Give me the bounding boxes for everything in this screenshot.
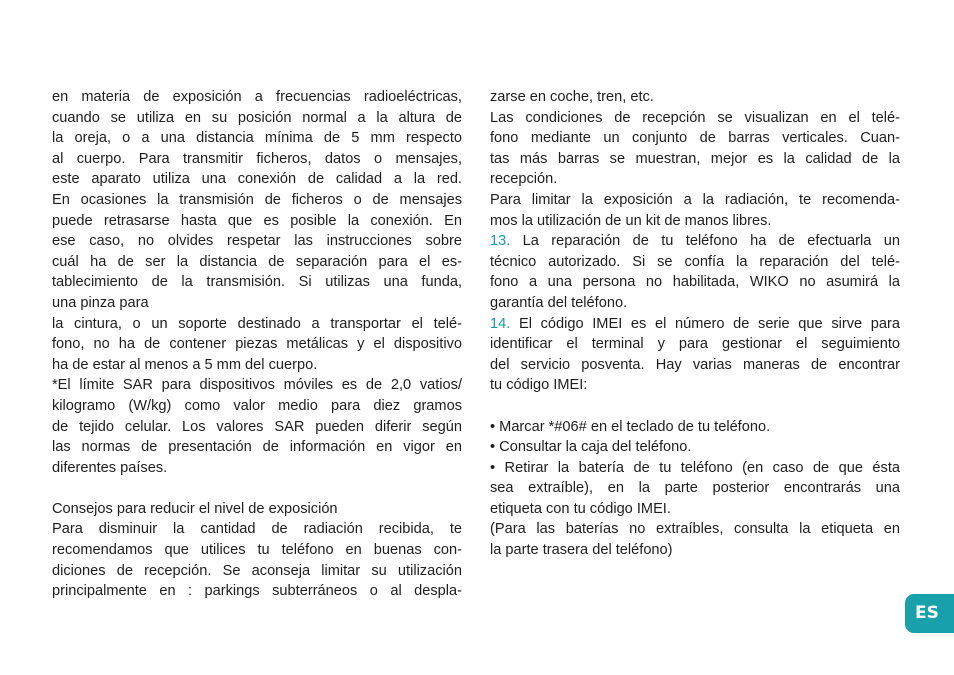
text-line: fono a una persona no habilitada, WIKO no asumirá la xyxy=(490,274,900,291)
text-line: En ocasiones la transmisión de ficheros o de mensajes xyxy=(52,191,462,208)
item-14-number: 14. xyxy=(490,315,511,332)
text-line: la parte trasera del teléfono) xyxy=(490,542,673,559)
text-line: ha de estar al menos a 5 mm del cuerpo. xyxy=(52,356,318,373)
right-text-column xyxy=(490,87,900,561)
text-line: garantía del teléfono. xyxy=(490,294,628,311)
text-line: puede retrasarse hasta que es posible la conexión. En xyxy=(52,212,462,229)
text-line: Las condiciones de recepción se visualizan en el telé- xyxy=(490,109,900,126)
language-tab: ES xyxy=(905,594,954,633)
text-line: ese caso, no olvides respetar las instrucciones sobre xyxy=(52,233,462,250)
text-line: Para limitar la exposición a la radiación, te recomenda- xyxy=(490,191,900,208)
text-line: diciones de recepción. Se aconseja limitar su utilización xyxy=(52,562,462,579)
item-14-text: El código IMEI es el número de serie que sirve para xyxy=(510,315,900,332)
text-line: diferentes países. xyxy=(52,459,168,476)
text-line: al cuerpo. Para transmitir ficheros, datos o mensajes, xyxy=(52,150,462,167)
text-line: mos la utilización de un kit de manos libres. xyxy=(490,212,772,229)
text-line: fono, no ha de contener piezas metálicas y el dispositivo xyxy=(52,336,462,353)
text-line: de tejido celular. Los valores SAR pueden diferir según xyxy=(52,418,462,435)
text-line: una pinza para xyxy=(52,294,149,311)
text-line: fono mediante un conjunto de barras verticales. Cuan- xyxy=(490,130,900,147)
text-line: tas más barras se muestran, mejor es la calidad de la xyxy=(490,150,900,167)
bullet-line: • Marcar *#06# en el teclado de tu teléfono. xyxy=(490,418,771,435)
paragraph-spacer xyxy=(490,396,900,417)
text-line: la oreja, o a una distancia mínima de 5 mm respecto xyxy=(52,130,462,147)
text-line: en materia de exposición a frecuencias radioeléctricas, xyxy=(52,89,462,105)
text-line: recepción. xyxy=(490,171,558,188)
text-line: etiqueta con tu código IMEI. xyxy=(490,500,671,517)
text-line: cuál ha de ser la distancia de separación para el es- xyxy=(52,253,462,270)
item-13-first-line xyxy=(490,231,900,252)
text-line: tablecimiento de la transmisión. Si utilizas una funda, xyxy=(52,274,462,291)
bullet-line: • Consultar la caja del teléfono. xyxy=(490,439,692,456)
text-line: del servicio posventa. Hay varias maneras de encontrar xyxy=(490,356,900,373)
item-13-text: La reparación de tu teléfono ha de efectuarla un xyxy=(510,233,900,250)
text-line: este aparato utiliza una conexión de calidad a la red. xyxy=(52,171,462,188)
left-text-column xyxy=(52,87,462,602)
text-line: sea extraíble), en la parte posterior encontrarás una xyxy=(490,480,900,497)
item-14-first-line xyxy=(490,314,900,335)
paragraph-spacer xyxy=(52,478,462,499)
text-line: la cintura, o un soporte destinado a transportar el telé- xyxy=(52,315,462,332)
text-line: cuando se utiliza en su posición normal a la altura de xyxy=(52,109,462,126)
text-line: *El límite SAR para dispositivos móviles es de 2,0 vatios/ xyxy=(52,377,462,394)
text-line: identificar el terminal y para gestionar el seguimiento xyxy=(490,336,900,353)
section-heading: Consejos para reducir el nivel de exposición xyxy=(52,500,338,517)
text-line: técnico autorizado. Si se confía la reparación del telé- xyxy=(490,253,900,270)
text-line: las normas de presentación de información en vigor en xyxy=(52,439,462,456)
text-line: zarse en coche, tren, etc. xyxy=(490,89,654,105)
text-line: Para disminuir la cantidad de radiación recibida, te xyxy=(52,521,462,538)
text-line: (Para las baterías no extraíbles, consulta la etiqueta en xyxy=(490,521,900,538)
item-13-number: 13. xyxy=(490,233,511,250)
text-line: kilogramo (W/kg) como valor medio para diez gramos xyxy=(52,397,462,414)
text-line: recomendamos que utilices tu teléfono en buenas con- xyxy=(52,542,462,559)
bullet-line: • Retirar la batería de tu teléfono (en caso de que ésta xyxy=(490,459,900,476)
text-line: tu código IMEI: xyxy=(490,377,588,394)
text-line: principalmente en : parkings subterráneos o al despla- xyxy=(52,583,462,600)
